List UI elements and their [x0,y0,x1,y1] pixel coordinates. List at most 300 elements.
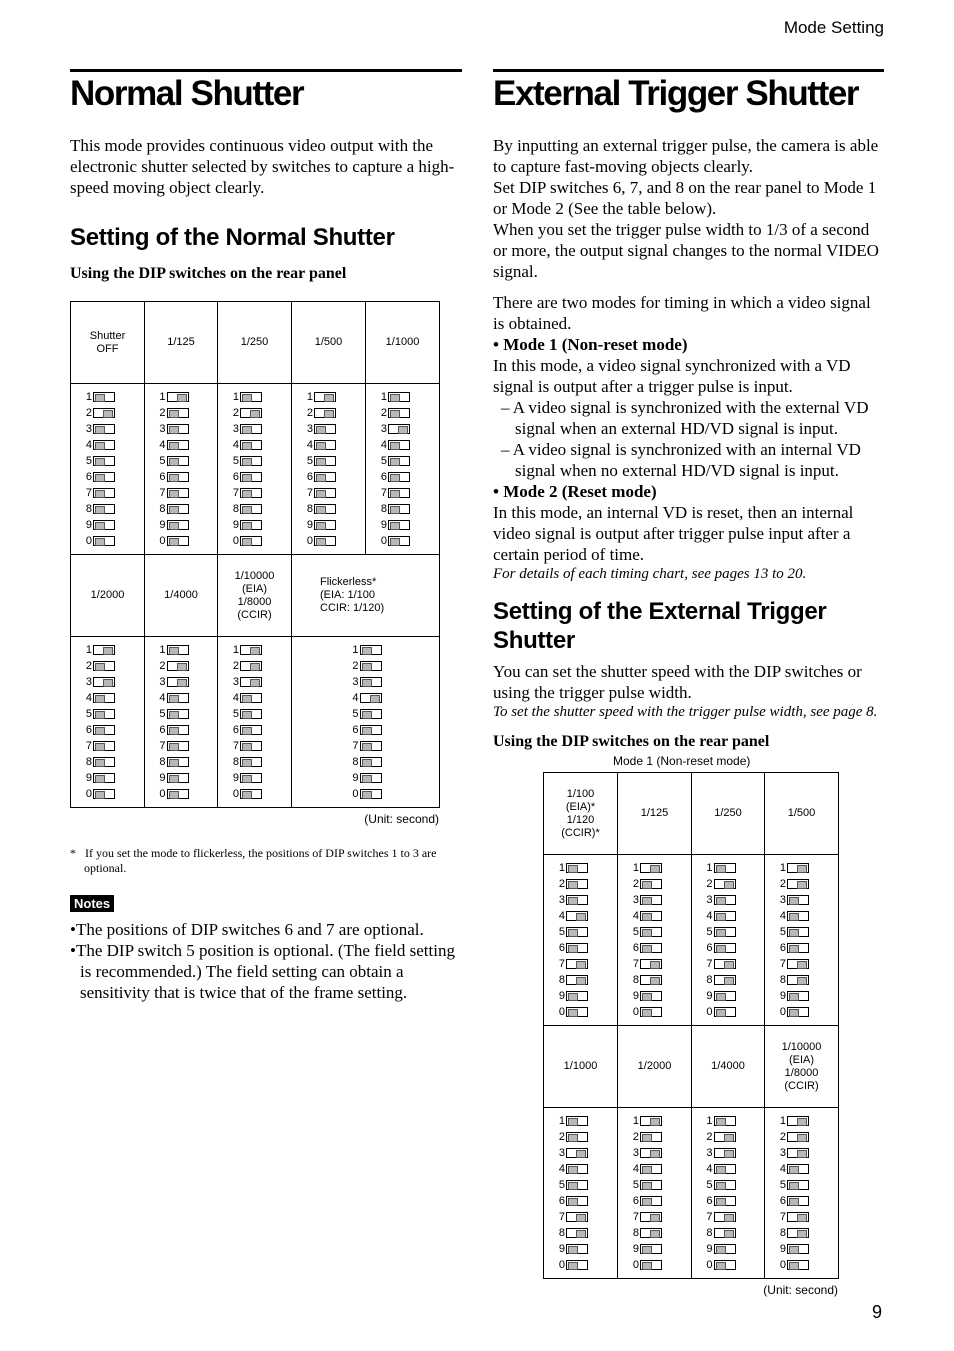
switch-number: 3 [306,422,313,435]
switch-number: 6 [706,941,713,954]
switch-number: 3 [85,422,92,435]
switch-number: 4 [306,438,313,451]
switch-number: 7 [85,739,92,752]
switch-knob-off [568,1198,578,1206]
switch-number: 0 [85,787,92,800]
switch-number: 7 [706,957,713,970]
switch-slot [314,440,336,450]
switch-number: 8 [779,1226,786,1239]
dip-switch [304,389,336,405]
page-number: 9 [872,1302,883,1322]
shutter-speed-label: 1/1000 [544,1026,618,1108]
switch-slot [314,456,336,466]
switch-number: 8 [558,1226,565,1239]
switch-knob-on [724,961,734,969]
switch-number: 9 [706,1242,713,1255]
switch-slot [714,911,736,921]
mode1-dash-2: – A video signal is synchronized with an internal VD signal when no external HD/VD signal is input. [501,440,861,480]
switch-knob-off [95,458,105,466]
switch-knob-off [362,775,372,783]
dip-switch [83,485,115,501]
switch-number: 2 [380,406,387,419]
switch-number: 8 [558,973,565,986]
switch-slot [787,1180,809,1190]
mode1-text: In this mode, a video signal synchronized with a VD signal is output after a trigger pulse is input. [493,356,851,396]
switch-number: 3 [632,1146,639,1159]
switch-slot [787,1228,809,1238]
footnote-text: If you set the mode to flickerless, the positions of DIP switches 1 to 3 are optional. [84,846,437,875]
dip-switch [556,876,588,892]
dip-switch [704,1257,736,1273]
switch-knob-on [724,977,734,985]
dip-switch [157,405,189,421]
shutter-speed-label: 1/10000 (EIA) 1/8000 (CCIR) [218,555,292,637]
switch-slot [714,943,736,953]
switch-slot [787,943,809,953]
switch-slot [93,472,115,482]
timing-chart-reference: For details of each timing chart, see pages 13 to 20. [493,566,807,582]
dip-switch [777,1209,809,1225]
switch-slot [714,991,736,1001]
table-label-row [71,302,440,384]
switch-number: 2 [85,406,92,419]
switch-number: 8 [159,755,166,768]
switch-number: 4 [159,438,166,451]
switch-number: 0 [306,534,313,547]
switch-slot [240,773,262,783]
dip-switch [556,1177,588,1193]
switch-knob-off [716,1246,726,1254]
switch-knob-off [95,442,105,450]
dip-switch [230,754,262,770]
switch-number: 1 [159,390,166,403]
switch-slot [566,895,588,905]
switch-knob-off [716,1009,726,1017]
switch-slot [167,661,189,671]
switch-slot [714,1132,736,1142]
dip-switch [230,405,262,421]
switch-number: 0 [352,787,359,800]
dip-switch [777,1241,809,1257]
switch-number: 4 [632,1162,639,1175]
switch-number: 5 [306,454,313,467]
dip-switch [556,988,588,1004]
dip-switch [157,517,189,533]
switch-knob-on [650,961,660,969]
dip-switch [556,908,588,924]
dip-switch [777,1257,809,1273]
switch-knob-off [242,538,252,546]
external-trigger-column [493,69,884,1297]
switch-number: 6 [779,1194,786,1207]
switch-slot [167,645,189,655]
switch-knob-on [103,410,113,418]
switch-slot [167,789,189,799]
switch-number: 2 [632,1130,639,1143]
dip-switch [630,1209,662,1225]
switch-slot [388,424,410,434]
switch-slot [787,911,809,921]
switch-slot [240,693,262,703]
switch-number: 8 [306,502,313,515]
switch-knob-on [797,1150,807,1158]
switch-number: 1 [779,1114,786,1127]
switch-number: 8 [632,1226,639,1239]
switch-knob-on [797,865,807,873]
unit-note: (Unit: second) [364,812,439,826]
switch-number: 6 [159,723,166,736]
switch-slot [167,536,189,546]
dip-switch-group [71,384,145,555]
switch-knob-off [169,711,179,719]
switch-knob-off [642,929,652,937]
dip-switch [83,405,115,421]
table-label-row [544,1026,839,1108]
switch-knob-off [362,743,372,751]
external-trigger-p1: By inputting an external trigger pulse, the camera is able to capture fast-moving objects clearly. [493,136,879,176]
switch-number: 6 [632,1194,639,1207]
switch-knob-off [95,663,105,671]
dip-switch [704,1177,736,1193]
switch-number: 4 [85,691,92,704]
normal-shutter-title: Normal Shutter [70,74,304,113]
switch-knob-off [568,1246,578,1254]
switch-knob-off [316,538,326,546]
dip-switch [556,1161,588,1177]
switch-knob-on [797,1214,807,1222]
switch-knob-on [797,1230,807,1238]
dip-switch [83,674,115,690]
switch-knob-on [650,1118,660,1126]
switch-number: 8 [779,973,786,986]
dip-switch [230,738,262,754]
switch-knob-off [789,1198,799,1206]
switch-number: 8 [159,502,166,515]
dip-switch [777,908,809,924]
switch-slot [714,1116,736,1126]
switch-knob-off [642,1166,652,1174]
dip-switch [350,642,382,658]
dip-switch [230,786,262,802]
switch-slot [566,911,588,921]
switch-number: 5 [159,454,166,467]
switch-knob-off [568,929,578,937]
dip-switch [777,1225,809,1241]
switch-knob-off [568,897,578,905]
dip-switch [704,908,736,924]
dip-switch-group [765,1108,839,1279]
switch-slot [360,645,382,655]
mode1-table-caption: Mode 1 (Non-reset mode) [613,754,751,768]
switch-slot [714,927,736,937]
switch-knob-off [568,1118,578,1126]
switch-slot [566,879,588,889]
dip-switch [704,1145,736,1161]
dip-switch [350,658,382,674]
shutter-speed-label: 1/2000 [618,1026,692,1108]
switch-slot [640,1148,662,1158]
dip-switch-group [71,637,145,808]
dip-switch [304,421,336,437]
switch-knob-on [724,1134,734,1142]
dip-switch [157,421,189,437]
switch-number: 9 [159,771,166,784]
dip-switch [777,1113,809,1129]
dip-switch [630,940,662,956]
switch-number: 1 [706,1114,713,1127]
dip-switch [83,469,115,485]
switch-knob-off [242,791,252,799]
normal-shutter-table [70,301,440,808]
switch-number: 4 [632,909,639,922]
dip-switch-group [692,855,765,1026]
shutter-speed-label: 1/4000 [692,1026,765,1108]
dip-switch [777,956,809,972]
dip-switch [83,421,115,437]
switch-slot [360,757,382,767]
switch-number: 2 [706,1130,713,1143]
switch-slot [167,709,189,719]
dip-switch [704,956,736,972]
table-switch-row [544,1108,839,1279]
dip-switch [157,533,189,549]
dip-switch [83,690,115,706]
dip-switch [350,770,382,786]
switch-knob-off [242,442,252,450]
switch-knob-off [390,522,400,530]
switch-number: 2 [706,877,713,890]
switch-knob-on [576,977,586,985]
switch-number: 1 [85,643,92,656]
switch-knob-off [242,711,252,719]
switch-slot [640,1228,662,1238]
switch-knob-off [169,538,179,546]
switch-slot [93,789,115,799]
switch-slot [714,895,736,905]
switch-slot [787,1196,809,1206]
dip-switch-group [292,637,440,808]
switch-knob-off [242,743,252,751]
switch-number: 7 [352,739,359,752]
switch-number: 1 [85,390,92,403]
switch-number: 6 [779,941,786,954]
switch-number: 7 [85,486,92,499]
dip-switch [378,405,410,421]
dip-switch [378,517,410,533]
switch-knob-on [797,1118,807,1126]
switch-knob-off [95,394,105,402]
switch-knob-off [789,1009,799,1017]
switch-knob-off [642,993,652,1001]
switch-slot [167,504,189,514]
switch-slot [93,440,115,450]
dip-switch [83,786,115,802]
switch-number: 1 [306,390,313,403]
switch-slot [167,741,189,751]
dip-switch [630,1129,662,1145]
dip-switch-group [292,384,366,555]
switch-number: 9 [632,989,639,1002]
switch-number: 6 [306,470,313,483]
switch-number: 4 [159,691,166,704]
switch-slot [167,456,189,466]
dip-switch [230,469,262,485]
switch-knob-off [642,1009,652,1017]
switch-number: 1 [352,643,359,656]
switch-number: 3 [380,422,387,435]
switch-knob-on [797,977,807,985]
dip-switch [304,485,336,501]
switch-slot [388,440,410,450]
switch-knob-off [390,458,400,466]
dip-switch [630,1177,662,1193]
switch-slot [240,408,262,418]
switch-slot [787,879,809,889]
switch-knob-off [390,490,400,498]
switch-number: 0 [632,1005,639,1018]
dip-switch [157,469,189,485]
switch-knob-off [568,1182,578,1190]
switch-number: 7 [779,957,786,970]
switch-slot [714,1228,736,1238]
dip-switch [630,956,662,972]
dip-switch [83,754,115,770]
switch-knob-off [362,759,372,767]
switch-slot [167,424,189,434]
switch-knob-off [642,913,652,921]
switch-slot [240,661,262,671]
dip-switch [83,642,115,658]
switch-knob-off [316,442,326,450]
switch-slot [240,392,262,402]
switch-number: 7 [706,1210,713,1223]
dip-switch [556,1004,588,1020]
dip-switch [230,389,262,405]
switch-knob-off [716,1182,726,1190]
switch-number: 4 [779,1162,786,1175]
switch-slot [93,661,115,671]
switch-number: 1 [232,390,239,403]
switch-slot [240,504,262,514]
switch-number: 3 [232,675,239,688]
dip-switch [556,1129,588,1145]
pulse-width-reference: To set the shutter speed with the trigger pulse width, see page 8. [493,704,878,720]
dip-switch [83,738,115,754]
switch-knob-off [716,1166,726,1174]
dip-switch [378,437,410,453]
switch-number: 9 [159,518,166,531]
note-item: •The positions of DIP switches 6 and 7 are optional. [70,920,424,939]
dip-switch [378,453,410,469]
switch-knob-off [316,522,326,530]
switch-knob-off [95,474,105,482]
switch-knob-on [103,679,113,687]
switch-slot [167,520,189,530]
switch-slot [360,709,382,719]
dip-switch [777,1177,809,1193]
dip-switch-group [618,1108,692,1279]
dip-switch [83,533,115,549]
switch-knob-on [324,394,334,402]
switch-slot [388,520,410,530]
switch-knob-off [242,506,252,514]
switch-number: 0 [706,1005,713,1018]
dip-switch [304,437,336,453]
dip-switch [378,421,410,437]
switch-number: 4 [380,438,387,451]
switch-number: 7 [159,739,166,752]
switch-number: 0 [706,1258,713,1271]
shutter-speed-label: 1/500 [765,773,839,855]
switch-slot [93,536,115,546]
shutter-speed-label: 1/2000 [71,555,145,637]
switch-slot [787,1116,809,1126]
dip-switch [777,972,809,988]
switch-slot [93,504,115,514]
switch-slot [566,1260,588,1270]
switch-number: 4 [706,1162,713,1175]
switch-knob-off [169,506,179,514]
switch-knob-on [370,695,380,703]
dip-switch [630,972,662,988]
switch-slot [93,408,115,418]
switch-number: 3 [558,1146,565,1159]
switch-slot [640,1007,662,1017]
switch-slot [314,408,336,418]
dip-switch [350,722,382,738]
switch-knob-on [724,881,734,889]
shutter-speed-label: 1/1000 [366,302,440,384]
switch-slot [566,1116,588,1126]
external-trigger-table [543,772,839,1279]
switch-knob-off [716,913,726,921]
switch-number: 8 [85,755,92,768]
switch-number: 7 [632,957,639,970]
switch-slot [787,1212,809,1222]
switch-knob-off [568,993,578,1001]
switch-slot [714,1007,736,1017]
switch-number: 1 [632,861,639,874]
switch-slot [240,725,262,735]
switch-number: 3 [159,422,166,435]
switch-number: 6 [558,1194,565,1207]
mode2-text: In this mode, an internal VD is reset, then an internal video signal is output after trigger pulse input after a certain period of time. [493,503,854,564]
shutter-speed-label: 1/125 [618,773,692,855]
dip-switch [157,722,189,738]
switch-number: 9 [779,989,786,1002]
switch-knob-off [642,897,652,905]
switch-slot [787,1164,809,1174]
switch-number: 3 [352,675,359,688]
switch-number: 4 [232,438,239,451]
switch-slot [714,1180,736,1190]
switch-knob-on [250,647,260,655]
switch-slot [787,1132,809,1142]
switch-knob-off [716,897,726,905]
dip-switch [704,860,736,876]
dip-switch [230,421,262,437]
switch-knob-off [242,394,252,402]
dip-switch [230,658,262,674]
switch-slot [314,392,336,402]
switch-number: 2 [558,877,565,890]
switch-number: 6 [558,941,565,954]
switch-number: 1 [232,643,239,656]
switch-slot [714,959,736,969]
switch-knob-off [716,993,726,1001]
switch-number: 1 [706,861,713,874]
switch-knob-off [169,474,179,482]
